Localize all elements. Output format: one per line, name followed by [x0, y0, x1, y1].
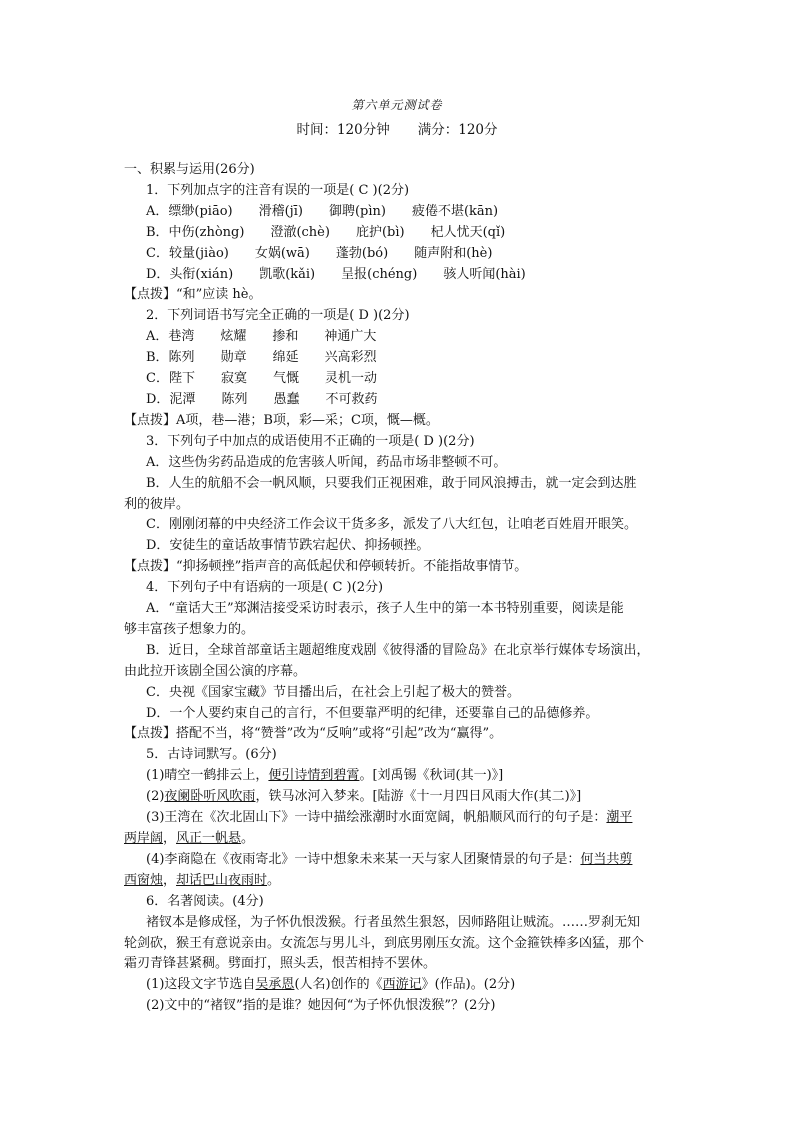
answer-underlined: 便引诗情到碧霄 [268, 768, 360, 784]
poem-line-3-cont: 两岸阔，风正一帆悬。 [124, 831, 255, 846]
question-2-option-b: B．陈列 勋章 绵延 兴高彩烈 [146, 350, 377, 366]
time-limit: 时间：120分钟 [296, 122, 390, 138]
answer-underlined: 西窗烛 [124, 872, 164, 888]
question-3-stem: 3．下列句子中加点的成语使用不正确的一项是( D )(2分) [146, 433, 475, 449]
question-3-option-b-line1: B．人生的航船不会一帆风顺，只要我们正视困难，敢于同风浪搏击，就一定会到达胜 [146, 475, 637, 491]
question-1-option-d: D．头衔(xián) 凯歌(kǎi) 呈报(chéng) 骇人听闻(hài) [146, 266, 526, 282]
question-2-option-d: D．泥潭 陈列 愚蠢 不可救药 [146, 391, 378, 407]
question-1-tip: 【点拨】“和”应读 hè。 [124, 287, 262, 303]
page-title: 第六单元测试卷 [351, 98, 443, 112]
full-score: 满分：120分 [417, 122, 498, 138]
question-3-tip: 【点拨】“抑扬顿挫”指声音的高低起伏和停顿转折。不能指故事情节。 [124, 559, 528, 575]
question-6-sub-1: (1)这段文字节选自吴承恩(人名)创作的《西游记》(作品)。(2分) [146, 977, 516, 993]
question-4-option-b-line1: B．近日，全球首部童话主题超维度戏剧《彼得潘的冒险岛》在北京举行媒体专场演出， [146, 642, 650, 658]
exam-content [124, 160, 680, 1017]
question-3-option-b-line2: 利的彼岸。 [124, 496, 190, 512]
question-3-option-d: D．安徒生的童话故事情节跌宕起伏、抑扬顿挫。 [146, 538, 430, 554]
poem-line-1: (1)晴空一鹤排云上，便引诗情到碧霄。[刘禹锡《秋词(其一)》] [146, 768, 504, 784]
poem-line-4: (4)李商隐在《夜雨寄北》一诗中想象未来某一天与家人团聚情景的句子是：何当共剪 [146, 851, 633, 867]
exam-meta [0, 118, 794, 138]
answer-underlined: 潮平 [606, 810, 633, 826]
answer-underlined: 两岸阔 [124, 831, 164, 846]
question-2-stem: 2．下列词语书写完全正确的一项是( D )(2分) [146, 308, 410, 324]
question-4-option-b-line2: 由此拉开该剧全国公演的序幕。 [124, 663, 307, 679]
answer-underlined: 何当共剪 [580, 851, 633, 867]
question-2-option-c: C．陛下 寂寞 气慨 灵机一动 [146, 371, 377, 387]
question-5-stem: 5．古诗词默写。(6分) [146, 747, 277, 763]
question-1-option-b: B．中伤(zhòng) 澄澈(chè) 庇护(bì) 杞人忧天(qǐ) [146, 224, 506, 240]
question-2-tip: 【点拨】A项，巷—港；B项，彩—采；C项，慨—概。 [124, 412, 439, 428]
question-4-tip: 【点拨】搭配不当，将“赞誉”改为“反响”或将“引起”改为“赢得”。 [124, 726, 503, 742]
question-1-option-c: C．较量(jiào) 女娲(wā) 蓬勃(bó) 随声附和(hè) [146, 245, 493, 261]
question-4-option-c: C．央视《国家宝藏》节目播出后，在社会上引起了极大的赞誉。 [146, 684, 520, 700]
section-heading: 一、积累与运用(26分) [124, 162, 255, 177]
answer-underlined: 风正一帆悬 [176, 831, 242, 846]
question-6-stem: 6．名著阅读。(4分) [146, 893, 264, 909]
answer-underlined: 吴承恩 [255, 977, 295, 993]
passage-line-1: 褚钗本是修成怪，为子怀仇恨泼猴。行者虽然生狠怒，因师路阻让贼流。……罗刹无知 [146, 914, 641, 930]
question-2-option-a: A．巷湾 炫耀 掺和 神通广大 [146, 329, 377, 345]
question-1-stem: 1．下列加点字的注音有误的一项是( C )(2分) [146, 182, 410, 198]
passage-line-2: 轮剑砍，猴王有意说亲由。女流怎与男儿斗，到底男刚压女流。这个金箍铁棒多凶猛，那个 [124, 935, 645, 951]
question-3-option-a: A．这些伪劣药品造成的危害骇人听闻，药品市场非整顿不可。 [146, 454, 507, 470]
question-6-sub-2: (2)文中的“褚钗”指的是谁？她因何“为子怀仇恨泼猴”？(2分) [146, 998, 496, 1014]
answer-underlined: 西游记 [382, 977, 422, 993]
poem-line-4-cont: 西窗烛，却话巴山夜雨时。 [124, 872, 281, 888]
poem-line-3: (3)王湾在《次北固山下》一诗中描绘涨潮时水面宽阔，帆船顺风而行的句子是：潮平 [146, 810, 633, 826]
answer-underlined: 夜阑卧听风吹雨 [164, 789, 256, 805]
question-1-option-a: A．缥缈(piāo) 滑稽(jī) 御聘(pìn) 疲倦不堪(kān) [146, 203, 499, 219]
question-4-option-a-line1: A．“童话大王”郑渊洁接受采访时表示，孩子人生中的第一本书特别重要，阅读是能 [146, 601, 624, 617]
question-4-option-a-line2: 够丰富孩子想象力的。 [124, 621, 255, 637]
passage-line-3: 霜刃青锋甚紧稠。劈面打，照头丢，恨苦相持不罢休。 [124, 956, 437, 972]
answer-underlined: 却话巴山夜雨时 [176, 872, 268, 888]
question-3-option-c: C．刚刚闭幕的中央经济工作会议干货多多，派发了八大红包，让咱老百姓眉开眼笑。 [146, 517, 637, 533]
question-4-stem: 4．下列句子中有语病的一项是( C )(2分) [146, 580, 384, 596]
question-4-option-d: D．一个人要约束自己的言行，不但要靠严明的纪律，还要靠自己的品德修养。 [146, 705, 599, 721]
poem-line-2: (2)夜阑卧听风吹雨，铁马冰河入梦来。[陆游《十一月四日风雨大作(其二)》] [146, 789, 582, 805]
